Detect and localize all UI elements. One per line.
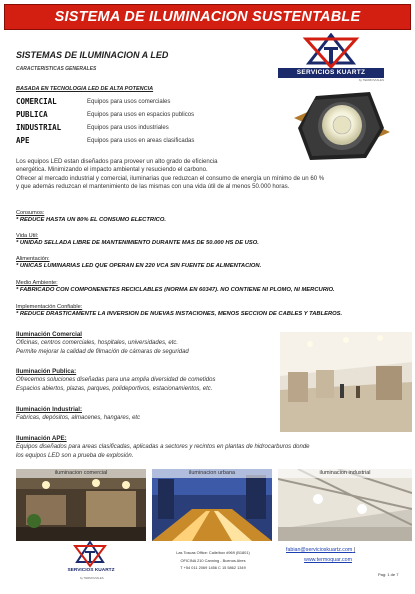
feature-label: Medio Ambiente:: [16, 280, 58, 286]
section-line: Equipos diseñados para areas clasificadas, aplicadas a sectores y recintos en plantas de hidrocarburos donde: [16, 444, 310, 450]
feature-alimentacion: [16, 256, 408, 269]
led-product-image: [286, 88, 398, 164]
photo-comercial: [16, 469, 146, 541]
address-line: Las Toscas Office: Calle/box #969 (B1801): [176, 550, 250, 555]
feature-label: Vida Util:: [16, 233, 39, 239]
technology-key: PUBLICA: [16, 110, 48, 119]
page-banner: SISTEMA DE ILUMINACION SUSTENTABLE: [4, 4, 411, 30]
section-line: los equipos LED son a prueba de explosión.: [16, 453, 134, 460]
intro-line: y que además reduzcan el mantenimiento de las mismas con una vida útil de al menos 50.000 horas.: [16, 182, 290, 190]
technology-row: [16, 121, 194, 134]
address-line: T +54 011 2069 1456 C 15 5862 1349: [180, 565, 246, 570]
section-title: Iluminación Comercial: [16, 331, 83, 338]
section-line: Oficinas, centros comerciales, hospitales, universidades, etc.: [16, 340, 179, 346]
section-line: Fabricas, depósitos, almacenes, hangares, etc: [16, 415, 141, 421]
document-title: SISTEMAS DE ILUMINACION A LED: [16, 50, 169, 60]
photo-caption: iluminacion comercial: [16, 469, 146, 478]
section-title: Iluminación Publica:: [16, 368, 77, 375]
section-ape: [16, 435, 415, 460]
footer-tagline: by TERMOVIALES: [80, 576, 104, 580]
photo-caption: iluminacion industrial: [278, 469, 412, 478]
photo-urbana-image: [152, 469, 272, 541]
footer-brand: SERVICIOS KUARTZ: [67, 568, 115, 573]
feature-text: * REDUCE DRASTICAMENTE LA INVERSION DE NUEVAS INSTACIONES, MENOS SECCION DE CABLES Y TABLEROS.: [16, 311, 343, 317]
email-separator: |: [353, 547, 356, 553]
photo-caption: iluminacion urbana: [152, 469, 272, 478]
feature-text: * FABRICADO CON COMPONENETES RECICLABLES (NORMA EN 60347). NO CONTIENE NI PLOMO, NI MERCURIO.: [16, 287, 335, 293]
technology-row: [16, 134, 194, 147]
feature-label: Consumos:: [16, 210, 45, 216]
address-line: OFICINA 210 Canning - Buenos Aires: [180, 557, 246, 563]
feature-implementacion: [16, 304, 408, 317]
photo-comercial-image: [16, 469, 146, 541]
intro-line: Los equipos LED estan diseñados para proveer un alto grado de eficiencia: [16, 158, 218, 165]
section-line: Permite mejorar la calidad de filmación de cámaras de seguridad: [16, 349, 189, 356]
feature-text: * UNIDAD SELLADA LIBRE DE MANTENIMIENTO DURANTE MAS DE 50.000 HS DE USO.: [16, 240, 259, 246]
website-link[interactable]: www.termoquar.com: [304, 557, 352, 563]
email-link[interactable]: [286, 547, 355, 553]
technology-row: [16, 108, 194, 121]
technology-desc: Equipos para usos comerciales: [87, 98, 171, 105]
feature-text: * REDUCE HASTA UN 80% EL CONSUMO ELECTRICO.: [16, 217, 166, 223]
technology-list: [16, 95, 194, 147]
technology-desc: Equipos para usos industriales: [87, 124, 169, 131]
feature-consumos: [16, 210, 408, 223]
feature-vida-util: [16, 233, 408, 246]
logo-tagline: by TERMOVIALES: [358, 78, 384, 82]
intro-line: energética. Minimizando el impacto ambiental y resuciendo el carbono.: [16, 166, 208, 174]
section-line: Espacios abiertos, plazas, parques, polideportivos, estacionamientos, etc.: [16, 386, 213, 393]
intro-text: [16, 158, 408, 191]
technology-basis: BASADA EN TECNOLOGIA LED DE ALTA POTENCIA: [16, 86, 154, 92]
technology-key: COMERCIAL: [16, 97, 57, 106]
feature-medio-ambiente: [16, 280, 408, 293]
page-number: Pag: 1 de 7: [378, 572, 399, 577]
photo-industrial: [278, 469, 412, 541]
photo-urbana: [152, 469, 272, 541]
feature-label: Alimentación:: [16, 256, 50, 262]
technology-desc: Equipos para usos en espacios publicos: [87, 111, 195, 118]
logo-brand: SERVICIOS KUARTZ: [278, 68, 384, 78]
technology-row: [16, 95, 194, 108]
mall-photo: [280, 332, 412, 432]
document-subtitle: CARACTERISTICAS GENERALES: [16, 66, 97, 72]
technology-key: APE: [16, 136, 30, 145]
intro-line: Ofrecer al mercado industrial y comercial, iluminarias que reduzcan el consumo de energía un mínimo de un 60 %: [16, 174, 325, 182]
email-text[interactable]: fabian@servicioskuartz.com: [286, 547, 353, 553]
section-line: Ofrecemos soluciones diseñadas para una amplia diversidad de cometidos: [16, 377, 216, 383]
technology-desc: Equipos para usos en areas clasificadas: [87, 137, 195, 144]
photo-industrial-image: [278, 469, 412, 541]
footer-address: [168, 549, 258, 572]
section-title: Iluminación Industrial:: [16, 406, 83, 413]
section-title: Iluminación APE:: [16, 435, 67, 442]
feature-text: * UNICAS LUMINARIAS LED QUE OPERAN EN 220 VCA SIN FUENTE DE ALIMENTACION.: [16, 263, 262, 269]
feature-label: Implementación Confiable:: [16, 304, 83, 310]
technology-key: INDUSTRIAL: [16, 123, 62, 132]
